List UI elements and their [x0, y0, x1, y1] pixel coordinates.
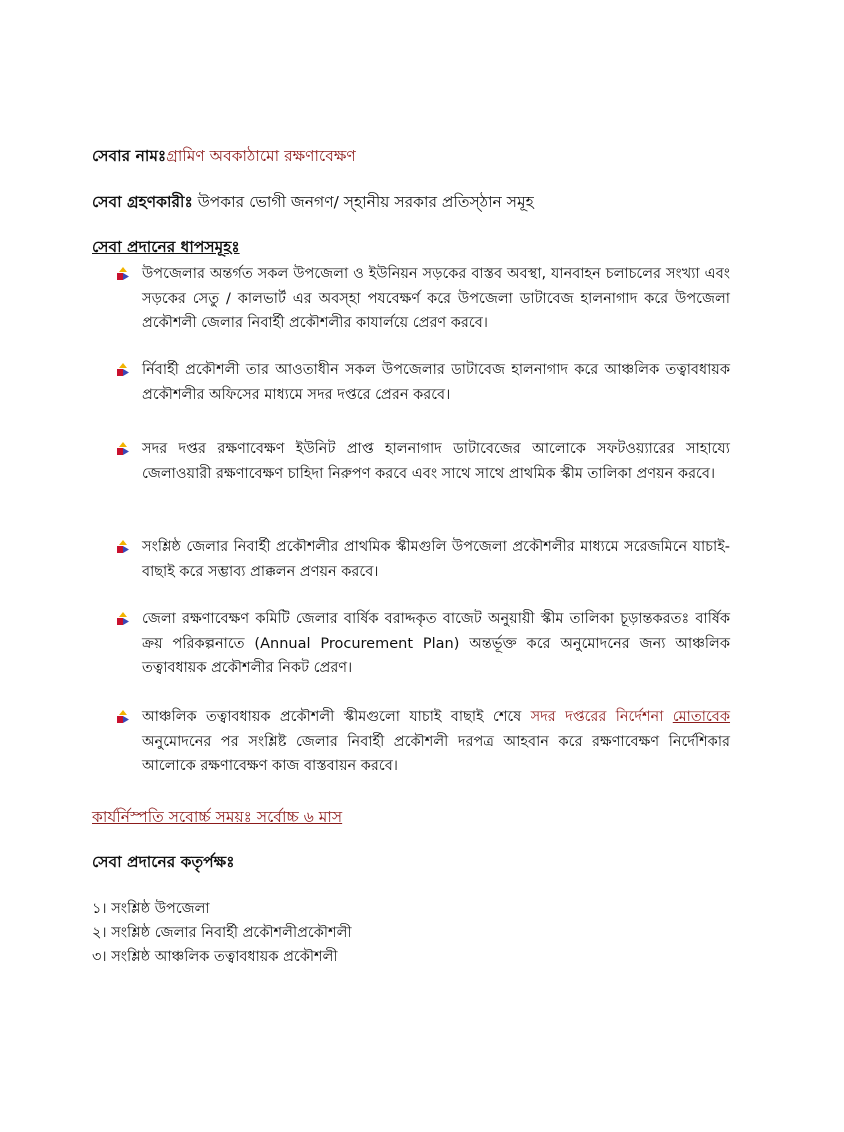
arrow-bullet-icon — [116, 267, 130, 281]
step-text: র্নিবার্হী প্রকৌশলী তার আওতাধীন সকল উপজেলার ডাটাবেজ হালনাগাদ করে আঞ্চলিক তত্বাবধায়ক প্রকৌশলীর অফিসের মাধ্যমে সদর দপ্তরে প্রেরন করবে। — [142, 362, 730, 403]
authority-heading: সেবা প্রদানের কতৃর্পক্ষঃ — [92, 853, 235, 871]
arrow-bullet-icon — [116, 540, 130, 554]
step-text: উপজেলার অন্তর্গত সকল উপজেলা ও ইউনিয়ন সড়কের বাস্তব অবস্থা, যানবাহন চলাচলের সংখ্যা এবং সড়কের সেতু / কালভার্ট এর অবস্হা পযবেক্ষর্ণ করে উপজেলা ডাটাবেজ হালনাগাদ করে উপজেলা প্রকৌশলী জেলার নিবার্হী প্রকৌশলীর কাযার্লয়ে প্রেরণ করবে। — [142, 266, 730, 331]
step-text — [142, 705, 730, 779]
list-item: ৩। সংশ্লিষ্ঠ আঞ্চলিক তত্বাবধায়ক প্রকৌশলী — [92, 949, 338, 965]
service-name-value: গ্রামিণ অবকাঠামো রক্ষণাবেক্ষণ — [166, 147, 356, 165]
arrow-bullet-icon — [116, 442, 130, 456]
time-limit-line: কার্যর্নিস্পতি সবোর্চ্চ সময়ঃ সর্বোচ্চ ৬ মাস — [92, 808, 343, 826]
step-text-red: সদর দপ্তরের নির্দেশনা — [530, 709, 673, 725]
arrow-bullet-icon — [116, 363, 130, 377]
service-name-line — [92, 145, 356, 167]
service-name-label: সেবার নামঃ — [92, 147, 167, 165]
step-text-before: আঞ্চলিক তত্বাবধায়ক প্রকৌশলী স্কীমগুলো যাচাই বাছাই শেষে — [142, 709, 531, 725]
step-text: সদর দপ্তর রক্ষণাবেক্ষণ ইউনিট প্রাপ্ত হালনাগাদ ডাটাবেজের আলোকে সফটওয়্যারের সাহায্যে জেলাওয়ারী রক্ষণাবেক্ষণ চাহিদা নিরুপণ করবে এবং সাথে সাথে প্রাথমিক স্কীম তালিকা প্রণয়ন করবে। — [142, 441, 730, 482]
arrow-bullet-icon — [116, 710, 130, 724]
step-text-red-underlined: মোতাবেক — [672, 709, 731, 725]
list-item: ২। সংশ্লিষ্ঠ জেলার নিবার্হী প্রকৌশলীপ্রকৌশলী — [92, 925, 352, 941]
service-recipients-line — [92, 191, 534, 213]
service-recipients-value: উপকার ভোগী জনগণ/ স্হানীয় সরকার প্রতিস্ঠান সমূহ — [197, 193, 534, 211]
arrow-bullet-icon — [116, 612, 130, 626]
step-text: সংশ্লিষ্ঠ জেলার নিবার্হী প্রকৌশলীর প্রাথমিক স্কীমগুলি উপজেলা প্রকৌশলীর মাধ্যমে সরেজমিনে যাচাই-বাছাই করে সম্ভাব্য প্রাক্কলন প্রণয়ন করবে। — [142, 539, 730, 580]
service-recipients-label: সেবা গ্রহণকারীঃ — [92, 193, 193, 211]
authorities-list — [92, 897, 352, 969]
list-item: ১। সংশ্লিষ্ঠ উপজেলা — [92, 901, 210, 917]
steps-heading: সেবা প্রদানের ধাপসমূহঃ — [92, 238, 240, 256]
step-text-after: অনুমোদনের পর সংশ্লিষ্ট জেলার নিবার্হী প্রকৌশলী দরপত্র আহবান করে রক্ষণাবেক্ষণ নির্দেশিকার আলোকে রক্ষণাবেক্ষণ কাজ বাস্তবায়ন করবে। — [142, 733, 730, 774]
step-text: জেলা রক্ষণাবেক্ষণ কমিটি জেলার বার্ষিক বরাদ্দকৃত বাজেট অনুয়ায়ী স্কীম তালিকা চূড়ান্তকরতঃ বার্ষিক ক্রয় পরিকল্পনাতে (Annual Procurement Plan) অন্তর্ভূক্ত করে অনুমোদনের জন্য আঞ্চলিক তত্বাবধায়ক প্রকৌশলীর নিকট প্রেরণ। — [142, 611, 730, 676]
